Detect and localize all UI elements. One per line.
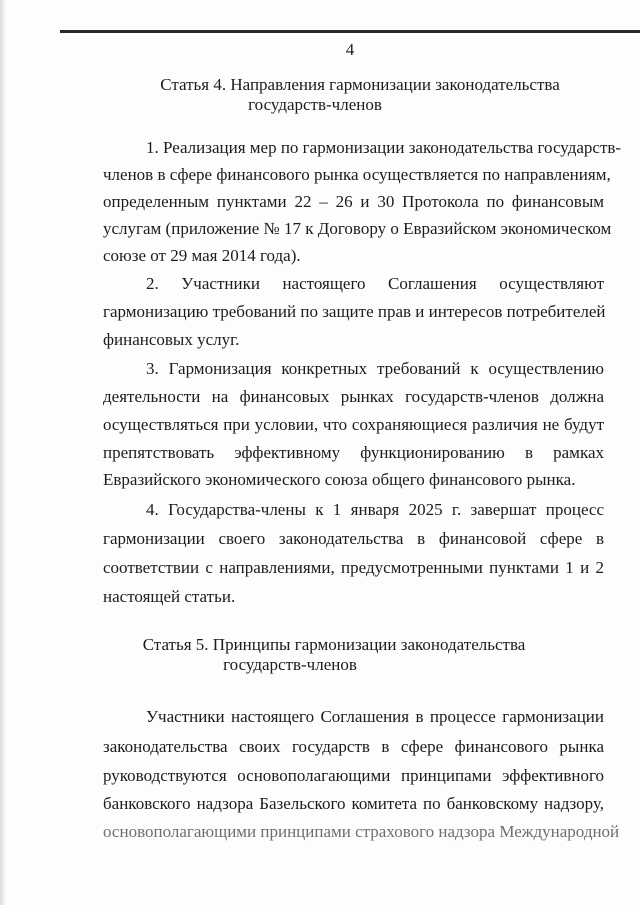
article-5-title-line-1: Статья 5. Принципы гармонизации законодательства	[142, 635, 526, 654]
article-4-heading	[0, 75, 640, 115]
article-4-paragraph-line: соответствии с направлениями, предусмотренными пунктами 1 и 2	[103, 558, 604, 577]
article-5-heading	[0, 635, 640, 675]
article-4-paragraph-line: услугам (приложение № 17 к Договору о Евразийском экономическом	[103, 219, 612, 238]
article-4-paragraph-line: 4. Государства-члены к 1 января 2025 г. завершат процесс	[146, 500, 604, 519]
article-4-paragraph-line: 3. Гармонизация конкретных требований к осуществлению	[146, 359, 604, 378]
page-number: 4	[345, 40, 355, 59]
article-5-paragraph-line: законодательства своих государств в сфере финансового рынка	[103, 737, 604, 756]
article-4-paragraph-line: определенным пунктами 22 – 26 и 30 Протокола по финансовым	[103, 192, 604, 211]
article-5-paragraph-line: банковского надзора Базельского комитета по банковскому надзору,	[103, 794, 604, 813]
article-4-paragraph-line: Евразийского экономического союза общего финансового рынка.	[103, 470, 576, 489]
article-5-paragraph-line: Участники настоящего Соглашения в процессе гармонизации	[146, 707, 604, 726]
article-4-paragraph-line: 2. Участники настоящего Соглашения осуществляют	[146, 274, 604, 293]
top-border-line	[60, 30, 640, 33]
article-5-paragraph-line: руководствуются основополагающими принципами эффективного	[103, 766, 604, 785]
article-4-paragraph-line: гармонизацию требований по защите прав и интересов потребителей	[103, 302, 606, 321]
scan-edge-shadow	[0, 0, 6, 905]
article-4-paragraph-line: союзе от 29 мая 2014 года).	[103, 246, 301, 265]
article-5-title-line-2: государств-членов	[223, 655, 357, 674]
article-4-paragraph-line: 1. Реализация мер по гармонизации законодательства государств-	[146, 138, 622, 157]
article-4-paragraph-line: настоящей статьи.	[103, 587, 236, 606]
article-4-paragraph-line: гармонизации своего законодательства в финансовой сфере в	[103, 529, 604, 548]
article-4-paragraph-line: членов в сфере финансового рынка осуществляется по направлениям,	[103, 165, 611, 184]
article-4-title-line-2: государств-членов	[248, 95, 382, 114]
article-5-paragraph-line: основополагающими принципами страхового надзора Международной	[103, 822, 620, 841]
article-4-title-line-1: Статья 4. Направления гармонизации законодательства	[160, 75, 560, 94]
article-4-paragraph-line: финансовых услуг.	[103, 330, 240, 349]
article-4-paragraph-line: деятельности на финансовых рынках государств-членов должна	[103, 387, 604, 406]
article-4-paragraph-line: осуществляться при условии, что сохраняющиеся различия не будут	[103, 415, 604, 434]
article-4-paragraph-line: препятствовать эффективному функционированию в рамках	[103, 443, 604, 462]
